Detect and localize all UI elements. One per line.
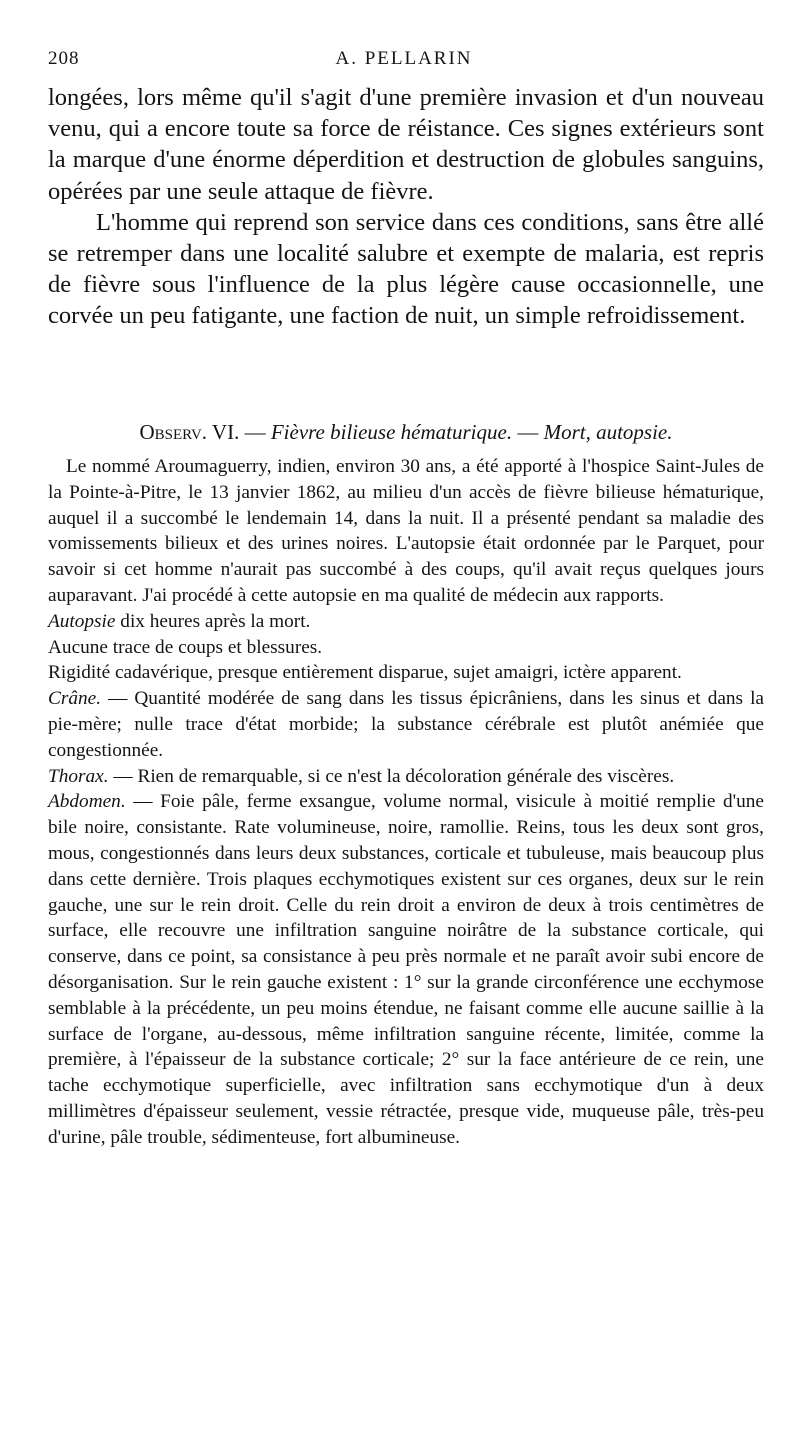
section-label: Crâne. — [48, 688, 102, 710]
autopsy-paragraph — [48, 609, 764, 635]
wounds-paragraph: Aucune trace de coups et blessures. — [48, 636, 323, 658]
skull-paragraph — [48, 686, 764, 763]
observation-heading — [48, 418, 764, 446]
case-paragraph: Le nommé Aroumaguerry, indien, environ 30 ans, a été apporté à l'hospice Saint-Jules de la Pointe-à-Pitre, le 13 janvier 1862, au milieu d'un accès de fièvre bilieuse hématurique, auquel il a succombé le lendemain 14, dans la nuit. Il a présenté pendant sa maladie des vomissements bilieux et des urines noires. L'autopsie était ordonnée par le Parquet, pour savoir si cet homme n'aurait pas succombé à des coups, qu'il avait reçus quelques jours auparavant. J'ai procédé à cette autopsie en ma qualité de médecin aux rapports. — [48, 456, 764, 606]
section-text: dix heures après la mort. — [115, 610, 311, 632]
section-label: Abdomen. — [48, 791, 126, 813]
heading-dash: — — [512, 420, 544, 444]
intro-text — [48, 82, 764, 332]
running-head: A. PELLARIN — [335, 48, 473, 69]
observation-body — [48, 454, 764, 1151]
heading-dash: — — [239, 420, 271, 444]
section-text: — Rien de remarquable, si ce n'est la décoloration générale des viscères. — [108, 765, 675, 787]
section-text: — Quantité modérée de sang dans les tissus épicrâniens, dans les sinus et dans la pie-mère; nulle trace d'état morbide; la substance cérébrale est plutôt anémiée que congestionnée. — [48, 688, 764, 761]
thorax-paragraph — [48, 764, 764, 790]
page-header — [48, 48, 760, 76]
intro-paragraph: longées, lors même qu'il s'agit d'une première invasion et d'un nouveau venu, qui a encore toute sa force de réistance. Ces signes extérieurs sont la marque d'une énorme déperdition et destruction de globules sanguins, opérées par une seule attaque de fièvre. — [48, 84, 764, 205]
observation-label: Observ. VI. — [139, 420, 240, 444]
observation-title: Fièvre bilieuse hématurique. — [270, 420, 513, 444]
section-label: Autopsie — [48, 610, 116, 632]
page-number: 208 — [48, 48, 80, 69]
abdomen-paragraph — [48, 789, 764, 1150]
observation-subtitle: Mort, autopsie. — [543, 420, 673, 444]
intro-paragraph: L'homme qui reprend son service dans ces conditions, sans être allé se retremper dans une localité salubre et exempte de malaria, est repris de fièvre sous l'influence de la plus légère cause occasionnelle, une corvée un peu fatigante, une faction de nuit, un simple refroidissement. — [48, 208, 764, 330]
section-label: Thorax. — [48, 765, 109, 787]
section-text: — Foie pâle, ferme exsangue, volume normal, visicule à moitié remplie d'une bile noire, consistante. Rate volumineuse, noire, ramollie. Reins, tous les deux sont gros, mous, congestionnés dans leurs deux substances, corticale et tubuleuse, mais beaucoup plus dans cette dernière. Trois plaques ecchymotiques existent sur ces organes, deux sur le rein gauche, une sur le rein droit. Celle du rein droit a environ de deux à trois centimètres de surface, elle recouvre une infiltration sanguine noirâtre de la substance corticale, qui conserve, dans ce point, sa consistance à peu près normale et ne paraît avoir subi encore de désorganisation. Sur le rein gauche existent : 1° sur la grande circonférence une ecchymose semblable à la précédente, un peu moins étendue, ne faisant comme elle aucune saillie à la surface de l'organe, au-dessous, même infiltration sanguine récente, limitée, comme la première, à l'épaisseur de la substance corticale; 2° sur la face antérieure de ce rein, une tache ecchymotique superficielle, avec infiltration sans ecchymotique d'un à deux millimètres d'épaisseur seulement, vessie rétractée, presque vide, muqueuse pâle, très-peu d'urine, pâle trouble, sédimenteuse, fort albumineuse. — [48, 791, 764, 1148]
rigidity-paragraph: Rigidité cadavérique, presque entièrement disparue, sujet amaigri, ictère apparent. — [48, 662, 682, 684]
